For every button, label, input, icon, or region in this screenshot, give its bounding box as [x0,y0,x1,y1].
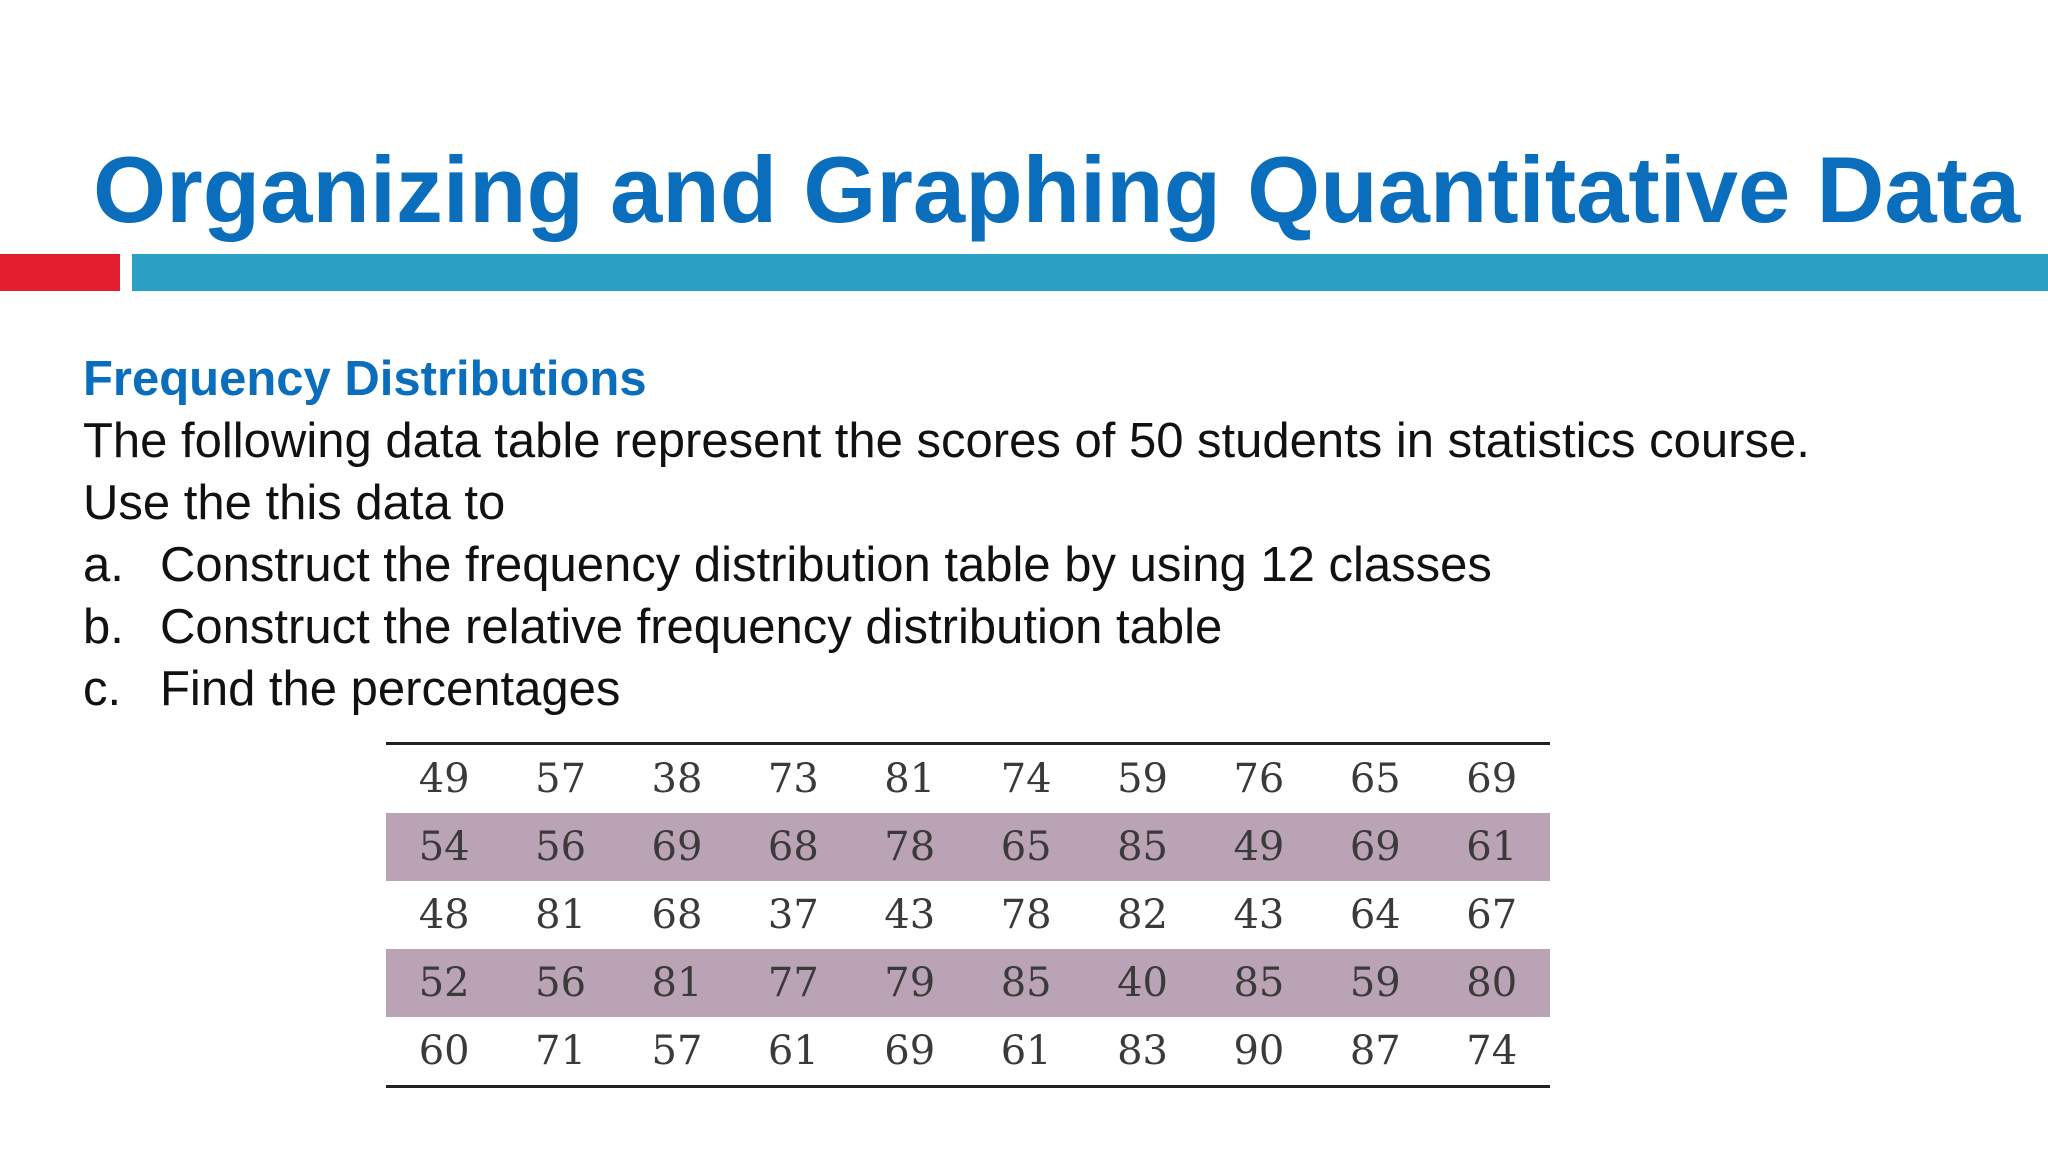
table-cell: 85 [1084,813,1200,881]
table-cell: 76 [1233,756,1285,802]
table-cell: 71 [535,1028,587,1074]
table-row [386,745,1550,813]
table-cell: 69 [619,813,735,881]
table-cell: 83 [1117,1028,1168,1074]
table-cell: 57 [651,1028,703,1074]
table-cell: 61 [1434,813,1550,881]
intro-line-1: The following data table represent the scores of 50 students in statistics course. [83,414,1810,468]
table-cell: 81 [884,756,936,802]
table-cell: 52 [386,949,502,1017]
table-cell: 49 [418,756,470,802]
table-cell: 81 [535,892,587,938]
title-underline-red-bar [0,254,120,291]
table-cell: 40 [1084,949,1200,1017]
table-cell: 82 [1117,892,1168,938]
table-cell: 79 [852,949,968,1017]
table-cell: 43 [1233,892,1285,938]
slide-body [83,348,2023,720]
table-cell: 78 [1000,892,1052,938]
table-cell: 85 [1201,949,1317,1017]
table-cell: 54 [386,813,502,881]
table-cell: 43 [884,892,936,938]
section-subheading: Frequency Distributions [83,352,647,406]
table-cell: 68 [735,813,851,881]
table-cell: 80 [1434,949,1550,1017]
table-row [386,1017,1550,1085]
task-text: Construct the frequency distribution table by using 12 classes [160,538,1492,592]
table-cell: 65 [1349,756,1401,802]
table-cell: 90 [1233,1028,1285,1074]
scores-table [386,745,1550,1085]
table-cell: 57 [535,756,587,802]
task-item-a [83,534,2023,596]
table-cell: 69 [884,1028,936,1074]
task-marker: a. [83,538,124,592]
table-cell: 85 [968,949,1084,1017]
table-row [386,881,1550,949]
task-marker: b. [83,600,124,654]
task-marker: c. [83,662,122,716]
table-cell: 49 [1201,813,1317,881]
table-cell: 59 [1117,756,1168,802]
table-cell: 87 [1349,1028,1401,1074]
scores-table-container [386,742,1550,1088]
table-cell: 69 [1466,756,1518,802]
table-cell: 59 [1317,949,1433,1017]
table-row [386,949,1550,1017]
task-text: Construct the relative frequency distribution table [160,600,1223,654]
task-item-c [83,658,2023,720]
table-cell: 81 [619,949,735,1017]
table-cell: 64 [1349,892,1401,938]
table-cell: 73 [767,756,819,802]
table-cell: 60 [418,1028,470,1074]
title-underline-blue-bar [132,254,2048,291]
table-cell: 74 [1466,1028,1518,1074]
table-cell: 37 [767,892,819,938]
table-cell: 67 [1466,892,1518,938]
table-cell: 38 [651,756,703,802]
intro-line-2: Use the this data to [83,476,506,530]
table-cell: 78 [852,813,968,881]
table-cell: 61 [767,1028,819,1074]
table-row [386,813,1550,881]
table-cell: 56 [502,813,618,881]
task-list [83,534,2023,720]
table-cell: 65 [968,813,1084,881]
table-cell: 68 [651,892,703,938]
slide-title: Organizing and Graphing Quantitative Data [93,137,2021,242]
task-text: Find the percentages [160,662,621,716]
table-cell: 69 [1317,813,1433,881]
table-cell: 74 [1000,756,1052,802]
table-cell: 48 [418,892,470,938]
table-cell: 77 [735,949,851,1017]
task-item-b [83,596,2023,658]
table-cell: 61 [1000,1028,1052,1074]
table-cell: 56 [502,949,618,1017]
